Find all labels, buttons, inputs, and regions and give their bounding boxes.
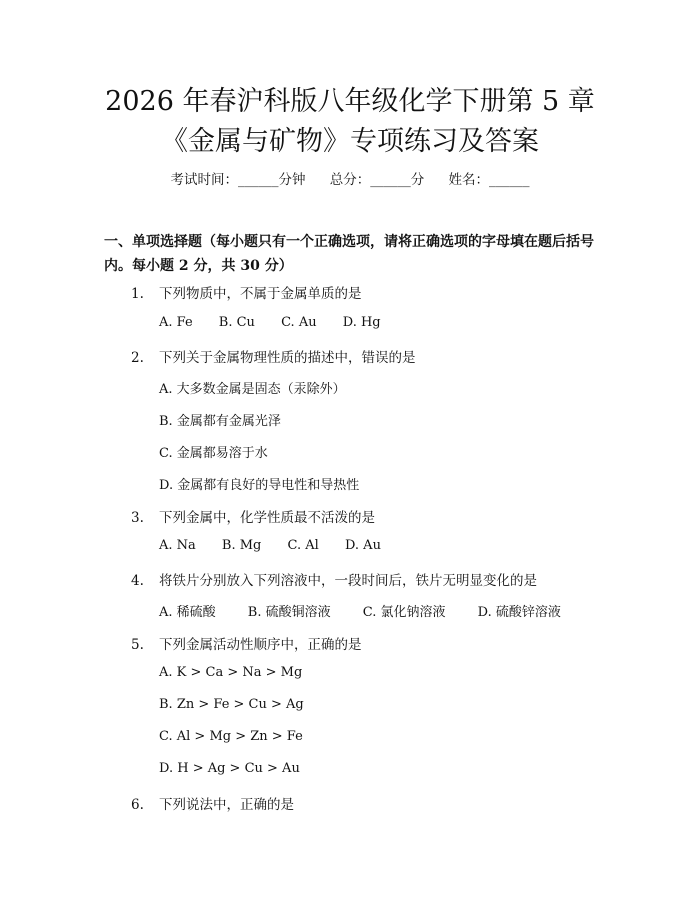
option-b: B. 硫酸铜溶液 [247, 605, 331, 620]
section-heading-single-choice: 一、单项选择题（每小题只有一个正确选项，请将正确选项的字母填在题后括号内。每小题 2 分，共 30 分） [104, 234, 594, 274]
question-3 [131, 506, 375, 526]
option-d: D. Au [344, 538, 381, 553]
exam-info [0, 168, 700, 188]
option-b: B. Zn > Fe > Cu > Ag [159, 697, 304, 712]
option-b: B. Mg [221, 538, 262, 553]
option-c: C. Au [281, 315, 317, 330]
question-text: 下列说法中，正确的是 [159, 797, 294, 813]
option-a: A. 大多数金属是固态（汞除外） [159, 382, 346, 397]
question-number: 6. [131, 797, 144, 813]
question-number: 5. [131, 637, 144, 653]
option-a: A. 稀硫酸 [159, 605, 216, 620]
question-1-options [159, 315, 403, 330]
option-d: D. 金属都有良好的导电性和导热性 [159, 478, 360, 493]
question-text: 下列金属中，化学性质最不活泼的是 [159, 510, 375, 526]
option-d: D. H > Ag > Cu > Au [159, 761, 300, 776]
question-text: 下列金属活动性顺序中，正确的是 [159, 637, 362, 653]
option-c: C. Al > Mg > Zn > Fe [159, 729, 303, 744]
question-1 [131, 282, 362, 302]
question-number: 1. [131, 286, 144, 302]
question-5 [131, 633, 362, 653]
question-4-options [159, 601, 589, 620]
question-2 [131, 346, 416, 366]
question-number: 3. [131, 510, 144, 526]
question-4 [131, 569, 537, 589]
question-6 [131, 793, 294, 813]
question-number: 4. [131, 573, 144, 589]
question-text: 下列关于金属物理性质的描述中，错误的是 [159, 350, 416, 366]
student-name-field: 姓名：______ [448, 172, 530, 188]
option-d: D. 硫酸锌溶液 [477, 605, 561, 620]
question-number: 2. [131, 350, 144, 366]
option-a: A. Na [159, 538, 196, 553]
document-title: 2026 年春沪科版八年级化学下册第 5 章《金属与矿物》专项练习及答案 [105, 86, 595, 157]
option-c: C. 金属都易溶于水 [159, 446, 268, 461]
option-a: A. Fe [159, 315, 193, 330]
exam-score-field: 总分：______分 [329, 172, 425, 188]
question-text: 下列物质中，不属于金属单质的是 [159, 286, 362, 302]
option-c: C. 氯化钠溶液 [362, 605, 446, 620]
option-d: D. Hg [342, 315, 381, 330]
question-3-options [159, 538, 403, 553]
option-b: B. 金属都有金属光泽 [159, 414, 281, 429]
option-c: C. Al [287, 538, 319, 553]
option-a: A. K > Ca > Na > Mg [159, 665, 303, 680]
question-text: 将铁片分别放入下列溶液中，一段时间后，铁片无明显变化的是 [159, 573, 537, 589]
exam-time-field: 考试时间：______分钟 [170, 172, 306, 188]
option-b: B. Cu [218, 315, 255, 330]
